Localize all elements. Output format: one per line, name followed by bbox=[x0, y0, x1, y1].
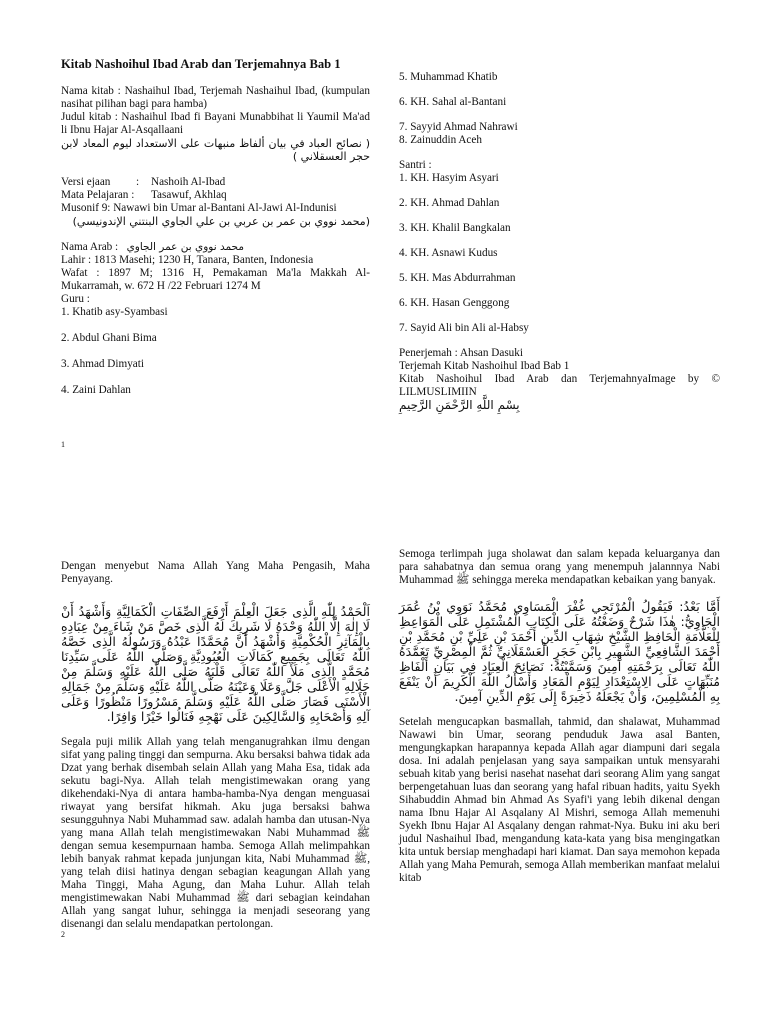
penerjemah: Penerjemah : Ahsan Dasuki bbox=[399, 347, 523, 359]
musonif: Musonif 9: Nawawi bin Umar al-Bantani Al-Jawi Al-Indunisi bbox=[61, 202, 337, 214]
santri-item: 7. Sayid Ali bin Ali al-Habsy bbox=[399, 322, 529, 334]
guru-label: Guru : bbox=[61, 293, 90, 305]
page2-right-column bbox=[399, 548, 720, 885]
santri-item: 3. KH. Khalil Bangkalan bbox=[399, 222, 511, 234]
arabic-amma-bad: أَمَّا بَعْدُ: فَيَقُولُ الْمُرْتَجِي غُفْرَ الْمَسَاوِي مُحَمَّدُ نَوَوِي بْنُ عُمَرَ الْجَاوِيُّ: هٰذَا شَرْحٌ وَضَعْتُهُ عَلَى الْكِتَابِ الْمُشْتَمِلِ عَلَى الْمَوَاعِظِ لِلْعَلَّامَةِ الْحَافِظِ الشَّيْخِ شِهَابِ الدِّينِ أَحْمَدَ بْنِ عَلِيِّ بْنِ مُحَمَّدِ بْنِ أَحْمَدَ الشَّافِعِيِّ الشَّهِيرِ بِابْنِ حَجَرٍ الْعَسْقَلَانِيِّ ثُمَّ الْمِصْرِيِّ تَغَمَّدَهُ اللّٰهُ تَعَالَى بِرَحْمَتِهِ آمِينَ وَسَمَّيْتُهُ: نَصَائِحَ الْعِبَادِ فِي بَيَانِ أَلْفَاظِ مُنَبِّهَاتٍ عَلَى الِاسْتِعْدَادِ لِيَوْمِ الْمَعَادِ وَأَسْأَلُ اللّٰهَ الْكَرِيمَ أَنْ يَنْفَعَ بِهِ الْمُسْلِمِينَ، وَأَنْ يَجْعَلَهُ ذَخِيرَةً إِلَى يَوْمِ الدِّينِ آمِينَ. bbox=[399, 599, 720, 704]
guru-item: 4. Zaini Dahlan bbox=[61, 384, 131, 396]
judul-kitab: Judul kitab : Nashaihul Ibad fi Bayani Munabbihat li Yaumil Ma'ad li Ibnu Hajar Al-Asqallaani bbox=[61, 111, 370, 136]
santri-item: 4. KH. Asnawi Kudus bbox=[399, 247, 498, 259]
mata-pelajaran-row bbox=[61, 189, 370, 202]
versi-ejaan-row: Versi ejaan : Nashoih Al-Ibad bbox=[61, 176, 370, 189]
nama-arab-value: محمد نووي بن عمر الجاوي bbox=[126, 241, 244, 253]
guru-item: 1. Khatib asy-Syambasi bbox=[61, 306, 168, 318]
page-number-1: 1 bbox=[61, 440, 65, 449]
santri-item: 1. KH. Hasyim Asyari bbox=[399, 172, 499, 184]
versi-ejaan-value: Nashoih Al-Ibad bbox=[151, 176, 226, 188]
arabic-hamdalah: اَلْحَمْدُ لِلّٰهِ الَّذِى جَعَلَ الْعِلْمَ أَرْفَعَ الصِّفَاتِ الْكَمَالِيَّةِ وَأَشْهَدُ أَنْ لَا إِلٰهَ إِلَّا اللّٰهُ وَحْدَهُ لَا شَرِيكَ لَهُ الَّذِى خَصَّ مَنْ شَاءَ مِنْ عِبَادِهِ بِالْمَآثِرِ الْحُكْمِيَّةِ وَأَشْهَدُ أَنَّ مُحَمَّدًا عَبْدُهُ وَرَسُولُهُ الَّذِى خَصَّهُ اللّٰهُ تَعَالَى بِجَمِيعِ كَمَالَاتِ الْعُبُودِيَّةِ وَصَلَّى اللّٰهُ عَلَى سَيِّدِنَا مُحَمَّدٍ الَّذِى مَلَأَ اللّٰهُ تَعَالَى قَلْبَهُ صَلَّى اللّٰهُ عَلَيْهِ وَسَلَّمَ مِنْ جَلَالِهِ الْأَعْلَى جَلَّ وَعَلَا وَعَيْنَهُ صَلَّى اللّٰهُ عَلَيْهِ وَسَلَّمَ مِنْ جَمَالِهِ الْأَسْنَى فَصَارَ صَلَّى اللّٰهُ عَلَيْهِ وَسَلَّمَ مَسْرُورًا مَنْظُورًا وَعَلَى آلِهِ وَأَصْحَابِهِ وَالسَّالِكِينَ عَلَى نَهْجِهِ فَنَالُوا خَيْرًا وَافِرًا. bbox=[61, 604, 370, 724]
judul-arab: ( نصائح العباد في بيان ألفاظ منبهات على الاستعداد ليوم المعاد لابن حجر العسقلاني ) bbox=[61, 137, 370, 163]
wafat: Wafat : 1897 M; 1316 H, Pemakaman Ma'la Makkah Al-Mukarramah, w. 672 H /22 Februari 1274 M bbox=[61, 267, 370, 292]
santri-item: 2. KH. Ahmad Dahlan bbox=[399, 197, 500, 209]
nama-kitab: Nama kitab : Nashaihul Ibad, Terjemah Nashaihul Ibad, (kumpulan nasihat pilihan bagi para hamba) bbox=[61, 85, 370, 110]
guru-item: 7. Sayyid Ahmad Nahrawi bbox=[399, 121, 518, 133]
nama-arab-label: Nama Arab : bbox=[61, 241, 119, 253]
page1-right-column bbox=[399, 71, 720, 412]
guru-item: 5. Muhammad Khatib bbox=[399, 71, 498, 83]
salawat-text: Semoga terlimpah juga sholawat dan salam kepada keluarganya dan para sahabatnya dan semua orang yang menempuh jalannnya Nabi Muhammad ﷺ sehingga mereka mendapatkan kebaikan yang banyak. bbox=[399, 548, 720, 586]
guru-item: 3. Ahmad Dimyati bbox=[61, 358, 144, 370]
mata-pelajaran-value: Tasawuf, Akhlaq bbox=[151, 189, 227, 201]
translation-right: Setelah mengucapkan basmallah, tahmid, dan shalawat, Muhammad Nawawi bin Umar, seorang penduduk Jawa asal Banten, mengungkapkan harapannya kepada Allah agar diampuni dari segala dosa. Ini adalah penjelasan yang saya sampaikan untuk mensyarahi sebuah kitab yang berisi nasehat nasehat dari seorang Alim yang sangat berpengetahuan luas dan seorang yang hafal ribuan hadits, yaitu Syekh Sihabuddin Ahmad bin Ahmad As Syafi'i yang lebih dikenal dengan nama Ibnu Hajar Al Asqalany Al Mishri, semoga Allah memenuhi Syekh Ibnu Hajar Al Asqalany dengan rahmat-Nya. Buku ini aku beri judul Nashaihul Ibad, mengandung kata-kata yang bisa mengingatkan kita untuk bersiap menghadapi hari kiamat. Dan saya memohon kepada Allah yang Maha Pemurah, semoga Allah memberikan manfaat melalui kitab bbox=[399, 716, 720, 884]
lahir: Lahir : 1813 Masehi; 1230 H, Tanara, Banten, Indonesia bbox=[61, 254, 314, 266]
page2-left-column bbox=[61, 560, 370, 931]
santri-label: Santri : bbox=[399, 159, 432, 171]
document-page-1 bbox=[0, 0, 768, 470]
image-credit: Kitab Nashoihul Ibad Arab dan TerjemahnyaImage by © LILMUSLIMIIN bbox=[399, 373, 720, 398]
guru-item: 2. Abdul Ghani Bima bbox=[61, 332, 157, 344]
page-number-2: 2 bbox=[61, 930, 65, 939]
nama-arab bbox=[61, 241, 370, 254]
document-title: Kitab Nashoihul Ibad Arab dan Terjemahnya Bab 1 bbox=[61, 57, 341, 71]
intro-text: Dengan menyebut Nama Allah Yang Maha Pengasih, Maha Penyayang. bbox=[61, 560, 370, 585]
guru-item: 8. Zainuddin Aceh bbox=[399, 134, 482, 146]
mata-pelajaran-label: Mata Pelajaran : bbox=[61, 189, 135, 201]
basmalah: بِسْمِ اللَّهِ الرَّحْمَنِ الرَّحِيمِ bbox=[399, 398, 520, 412]
versi-ejaan-label: Versi ejaan bbox=[61, 176, 111, 188]
page1-left-column bbox=[61, 58, 370, 397]
santri-item: 6. KH. Hasan Genggong bbox=[399, 297, 510, 309]
musonif-arab: (محمد نووي بن عمر بن عربي بن علي الجاوي البنتني الإندونيسي) bbox=[72, 215, 370, 228]
terjemah-line: Terjemah Kitab Nashoihul Ibad Bab 1 bbox=[399, 360, 570, 372]
santri-item: 5. KH. Mas Abdurrahman bbox=[399, 272, 516, 284]
translation-left: Segala puji milik Allah yang telah menganugrahkan ilmu dengan sifat yang paling tinggi dan sempurna. Aku bersaksi bahwa tidak ada Dzat yang berhak disembah selain Allah yang Maha Esa, tidak ada sekutu bagi-Nya. Allah telah mengistimewakan orang yang dikehendaki-Nya di antara hamba-hamba-Nya dengan menguasai riwayat yang bersifat hikmah. Aku juga bersaksi bahwa sesungguhnya Nabi Muhammad saw. adalah hamba dan utusan-Nya yang mana Allah telah mengistimewakan Nabi Muhammad ﷺ dengan semua kesempurnaan hamba. Semoga Allah melimpahkan lebih banyak rahmat kepada junjungan kita, Nabi Muhammad ﷺ, yang telah diisi hatinya dengan sebagian keagungan Allah yang Maha Tinggi, Maha Agung, dan Maha Luhur. Allah telah mengistimewakan Nabi Muhammad ﷺ dari sebagian keindahan Allah yang sangat luhur, sehingga ia menjadi seseorang yang disenangi dan selalu mendapatkan pertolongan. bbox=[61, 736, 370, 930]
guru-item: 6. KH. Sahal al-Bantani bbox=[399, 96, 507, 108]
